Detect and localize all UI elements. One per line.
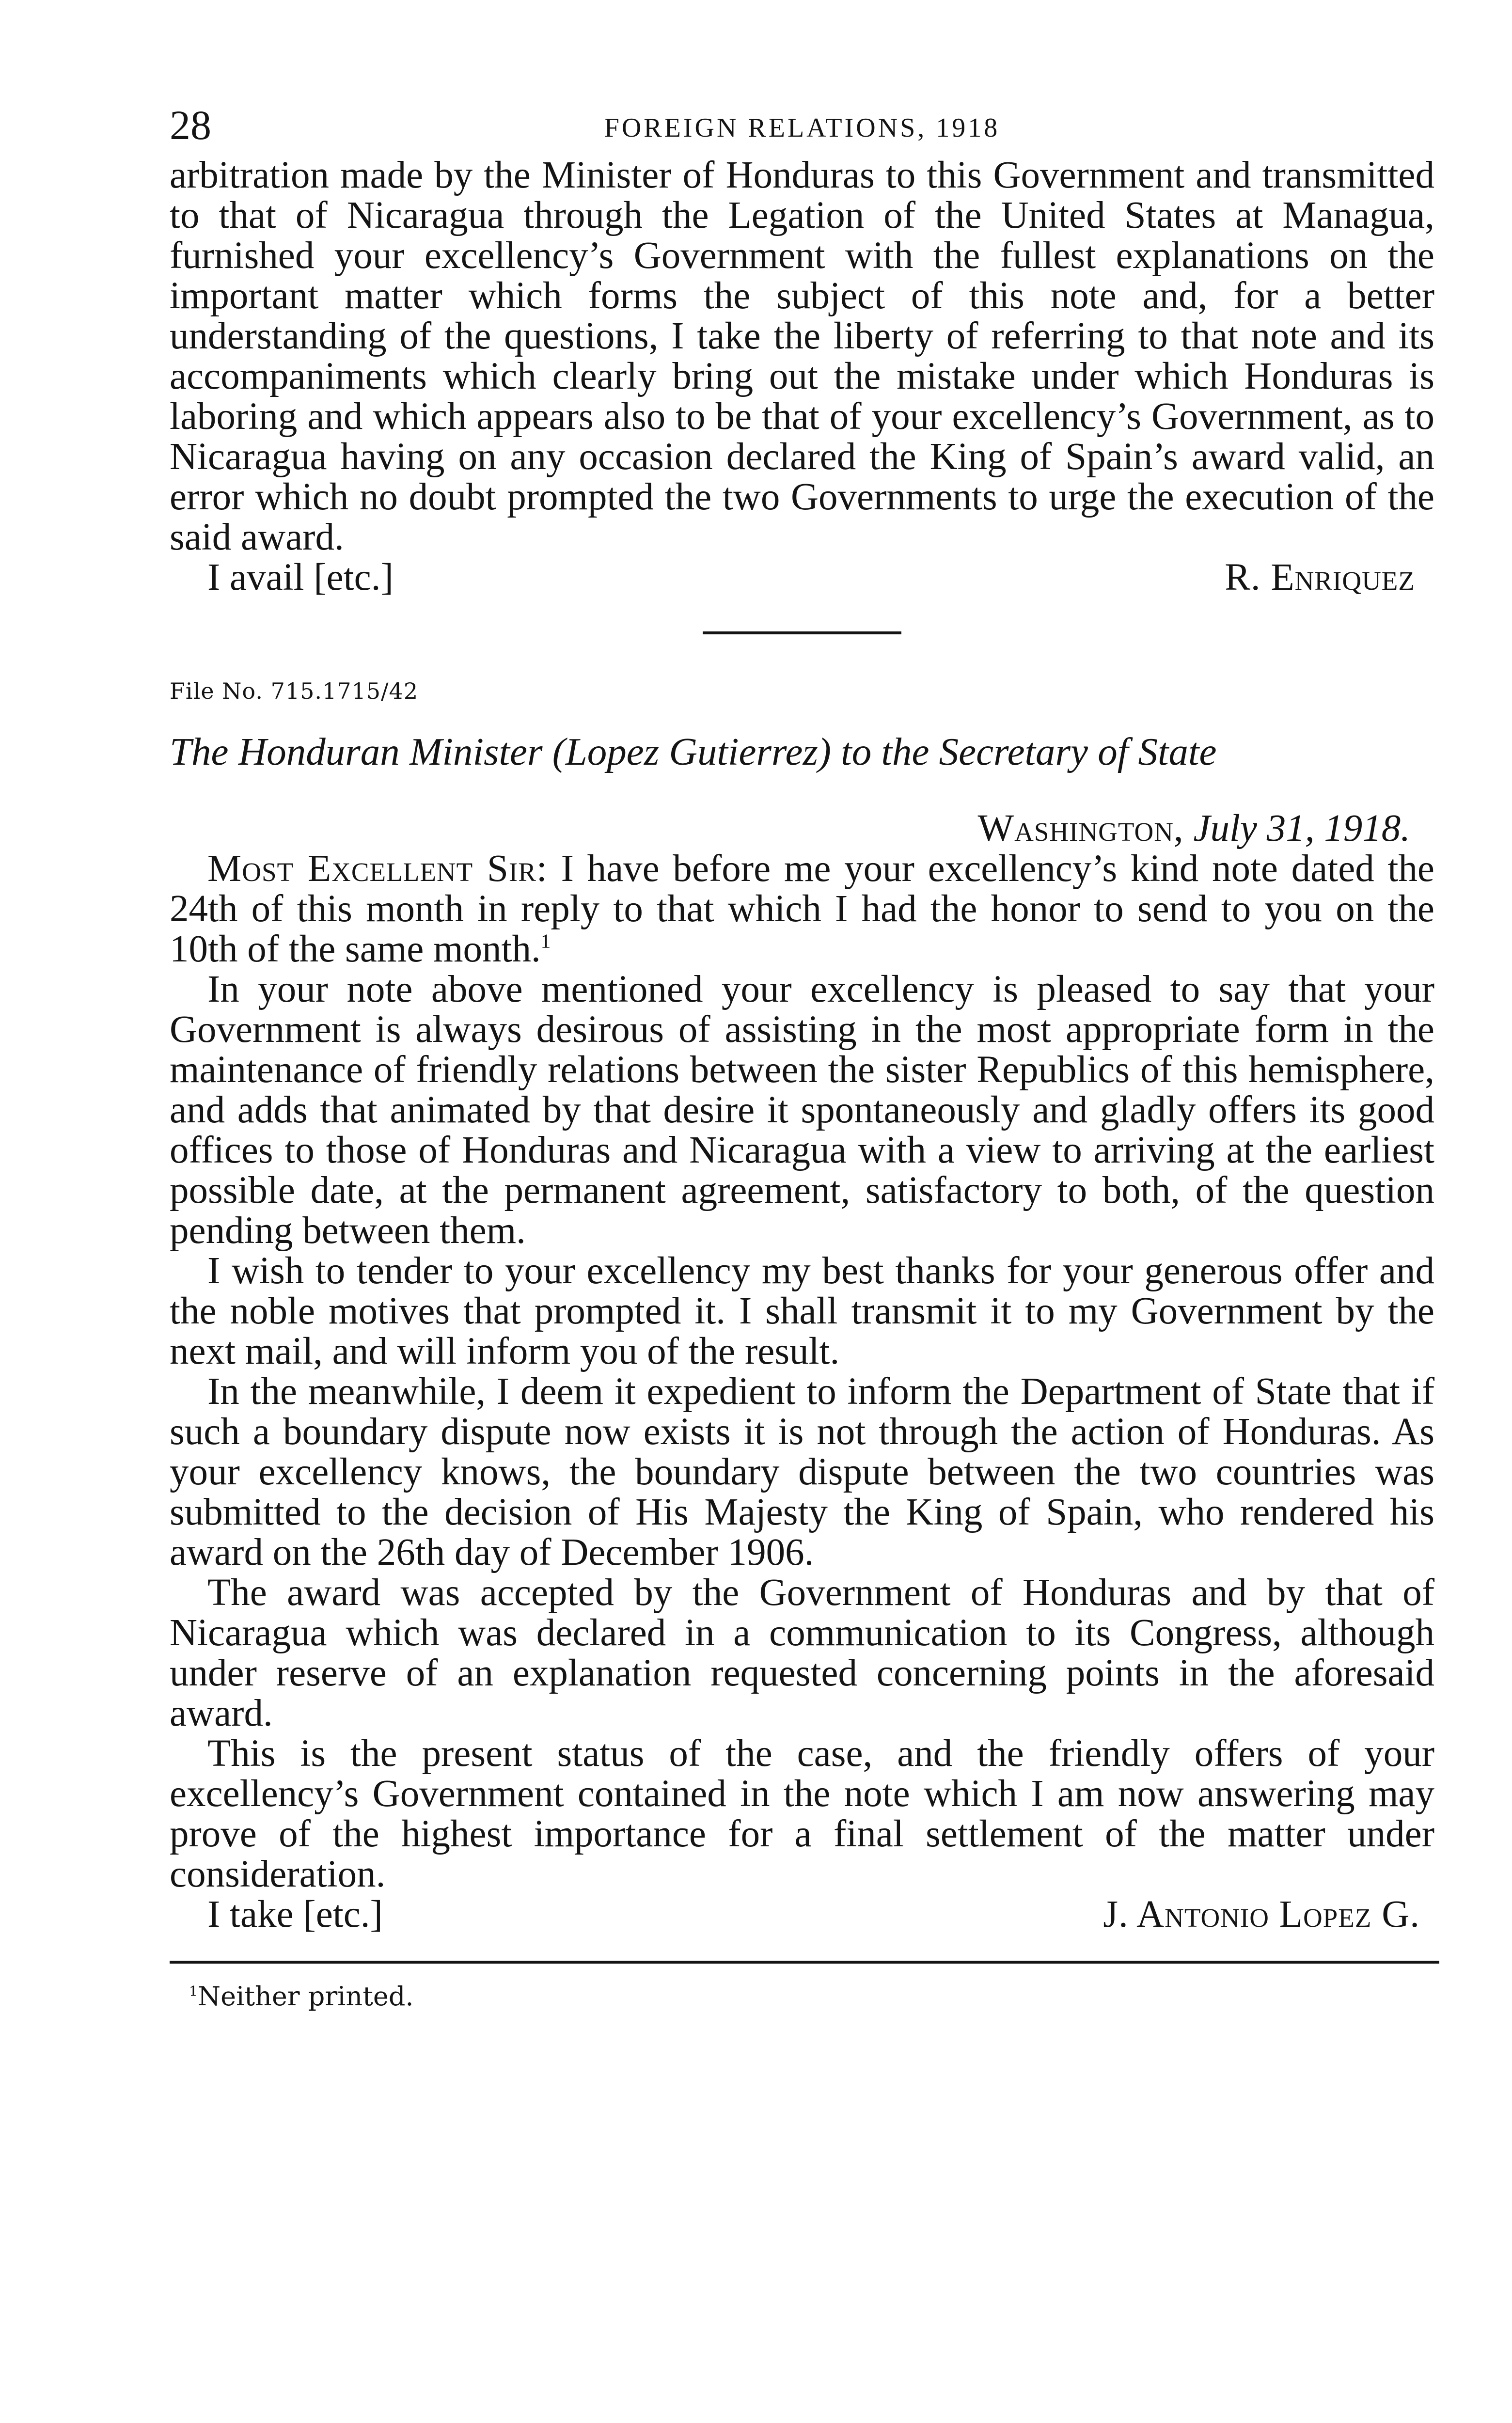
footnote-reference: 1: [540, 929, 551, 952]
closing-text: I take [etc.]: [207, 1893, 383, 1935]
letter-lopez-body: [170, 849, 1434, 1894]
paragraph-text: I have before me your excellency’s kind note dated the 24th of this month in reply to that which I had the honor to send to you on the 10th of the same month.: [170, 848, 1434, 970]
signature: J. Antonio Lopez G.: [1103, 1893, 1420, 1935]
paragraph: In your note above mentioned your excellency is pleased to say that your Government is always desirous of assisting in the most appropriate form in the maintenance of friendly relations between the sister Republics of this hemisphere, and adds that animated by that desire it spontaneously and gladly offers its good offices to those of Honduras and Nicaragua with a view to arriving at the earliest possible date, at the permanent agreement, satisfactory to both, of the question pending between them.: [170, 968, 1434, 1252]
dateline-place: Washington,: [977, 807, 1184, 850]
section-divider: [703, 631, 901, 634]
footnote-text: Neither printed.: [197, 1981, 414, 2012]
document-heading: The Honduran Minister (Lopez Gutierrez) to the Secretary of State: [170, 730, 1217, 773]
page-number: 28: [170, 102, 211, 148]
paragraph: In the meanwhile, I deem it expedient to inform the Department of State that if such a boundary dispute now exists it is not through the action of Honduras. As your excellency knows, the boundary dispute between the two countries was submitted to the decision of His Majesty the King of Spain, who rendered his award on the 26th day of December 1906.: [170, 1370, 1434, 1573]
signature-block-lopez: [170, 1894, 1434, 1935]
dateline-date: July 31, 1918.: [1193, 807, 1410, 850]
running-head: [170, 87, 1434, 155]
running-title: FOREIGN RELATIONS, 1918: [604, 113, 1000, 143]
salutation: Most Excellent Sir:: [207, 848, 548, 890]
paragraph-salutation: [170, 849, 1434, 969]
page-content: [170, 87, 1434, 2012]
signature-block-enriquez: [170, 557, 1434, 598]
letter-enriquez-continuation: [170, 155, 1434, 557]
footnote-marker: 1: [189, 1983, 198, 1999]
footnote-rule: [170, 1961, 1439, 1964]
paragraph: This is the present status of the case, and the friendly offers of your excellency’s Government contained in the note which I am now answering may prove of the highest importance for a final settlement of the matter under consideration.: [170, 1732, 1434, 1895]
file-number: File No. 715.1715/42: [170, 678, 419, 704]
paragraph: I wish to tender to your excellency my best thanks for your generous offer and the noble motives that prompted it. I shall transmit it to my Government by the next mail, and will inform you of the result.: [170, 1250, 1434, 1372]
paragraph: arbitration made by the Minister of Honduras to this Government and transmitted to that of Nicaragua through the Legation of the United States at Managua, furnished your excellency’s Government with the fullest explanations on the important matter which forms the subject of this note and, for a better understanding of the questions, I take the liberty of referring to that note and its accompaniments which clearly bring out the mistake under which Honduras is laboring and which appears also to be that of your excellency’s Government, as to Nicaragua having on any occasion declared the King of Spain’s award valid, an error which no doubt prompted the two Governments to urge the execution of the said award.: [170, 154, 1434, 558]
signature: R. Enriquez: [1225, 556, 1415, 598]
closing-text: I avail [etc.]: [207, 556, 394, 598]
dateline: [170, 808, 1410, 849]
paragraph: The award was accepted by the Government of Honduras and by that of Nicaragua which was declared in a communication to its Congress, although under reserve of an explanation requested concerning points in the aforesaid award.: [170, 1572, 1434, 1734]
footnote: [170, 1981, 1434, 2012]
